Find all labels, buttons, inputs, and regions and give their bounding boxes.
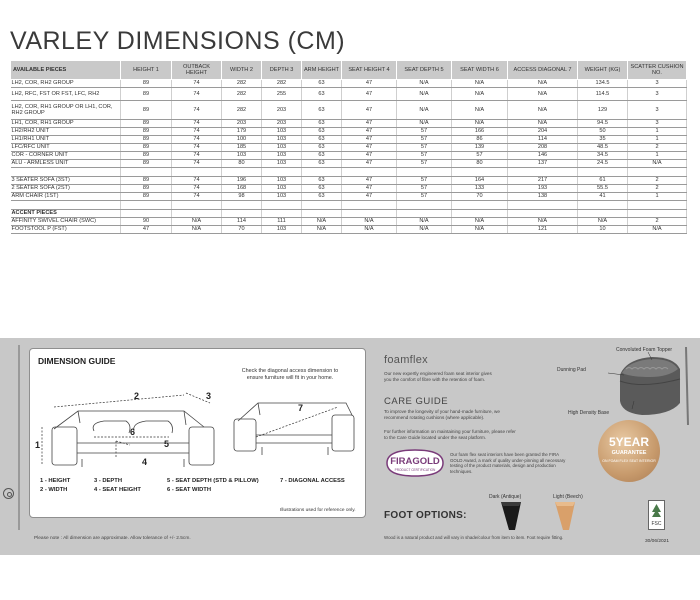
piece-name-cell: COR - CORNER UNIT (11, 152, 121, 160)
table-cell (628, 201, 687, 210)
table-cell: N/A (397, 80, 452, 88)
table-cell (121, 201, 172, 210)
column-header: OUTBACK HEIGHT (172, 61, 222, 80)
table-cell: 57 (397, 160, 452, 168)
table-cell: 1 (628, 193, 687, 201)
piece-name-cell: LH1/RH1 UNIT (11, 136, 121, 144)
foamflex-logo: foamflex (384, 354, 428, 366)
table-cell (222, 168, 262, 177)
table-cell: 2 (628, 185, 687, 193)
legend-seat-depth: 5 - SEAT DEPTH (STD & PILLOW) (167, 478, 259, 484)
diagonal-note: Check the diagonal access dimension to ensure furniture will fit in your home. (241, 368, 339, 381)
table-cell: N/A (452, 80, 508, 88)
table-cell: 89 (121, 152, 172, 160)
piece-name-cell: ARM CHAIR (1ST) (11, 193, 121, 201)
table-cell: 63 (302, 177, 342, 185)
table-cell: 35 (578, 136, 628, 144)
table-cell: 47 (342, 88, 397, 101)
dim-number-3: 3 (206, 391, 212, 401)
table-cell: N/A (508, 88, 578, 101)
table-cell: 114.5 (578, 88, 628, 101)
table-cell (628, 168, 687, 177)
table-cell: 74 (172, 160, 222, 168)
table-cell: 103 (262, 193, 302, 201)
table-cell: N/A (508, 218, 578, 226)
table-cell: 47 (342, 160, 397, 168)
table-cell: 103 (262, 144, 302, 152)
table-cell: 103 (262, 177, 302, 185)
table-cell: 61 (578, 177, 628, 185)
table-cell: 89 (121, 88, 172, 101)
table-cell: N/A (452, 120, 508, 128)
table-cell: N/A (452, 88, 508, 101)
table-cell: N/A (397, 226, 452, 234)
table-cell: 89 (121, 128, 172, 136)
table-cell: 1 (628, 152, 687, 160)
table-cell: 282 (222, 80, 262, 88)
table-cell: 1 (628, 136, 687, 144)
column-header: WIDTH 2 (222, 61, 262, 80)
table-cell: 100 (222, 136, 262, 144)
table-cell: 129 (578, 101, 628, 120)
cushion-label-base: High Density Base (568, 410, 610, 416)
badge-sub: ON FOAM FLEX SEAT INTERIOR (602, 459, 656, 463)
table-cell: 63 (302, 88, 342, 101)
guarantee-badge (598, 420, 660, 482)
illustrations-note: Illustrations used for reference only. (280, 508, 356, 513)
table-cell: 103 (262, 226, 302, 234)
page-title: VARLEY DIMENSIONS (CM) (10, 27, 346, 55)
care-guide-text: To improve the longevity of your hand-made furniture, we recommend rotating cushions (where applicable). (384, 409, 500, 420)
column-header: SCATTER CUSHION NO. (628, 61, 687, 80)
table-cell: 47 (342, 152, 397, 160)
spacer-row (11, 168, 687, 177)
table-cell: 3 (628, 80, 687, 88)
table-cell: 10 (578, 226, 628, 234)
table-cell: 70 (452, 193, 508, 201)
table-cell (508, 201, 578, 210)
table-cell (397, 210, 452, 218)
wood-note: Wood is a natural product and will vary in shade/colour from item to item. Foot require fitting. (384, 535, 564, 540)
table-cell: 80 (452, 160, 508, 168)
table-cell: 111 (262, 218, 302, 226)
table-cell: 47 (342, 136, 397, 144)
table-cell: 47 (342, 193, 397, 201)
fira-gold-logo (384, 448, 446, 478)
table-cell (342, 168, 397, 177)
table-cell: 89 (121, 177, 172, 185)
table-cell: 57 (397, 144, 452, 152)
piece-name-cell: LFC/RFC UNIT (11, 144, 121, 152)
table-cell: N/A (397, 88, 452, 101)
fira-logo-text: FIRAGOLD (390, 456, 440, 467)
table-cell: 57 (397, 177, 452, 185)
table-cell: 74 (172, 136, 222, 144)
legend-height: 1 - HEIGHT (40, 478, 71, 484)
foot-options-title: FOOT OPTIONS: (384, 510, 467, 521)
table-cell: 74 (172, 193, 222, 201)
table-cell: 103 (262, 185, 302, 193)
table-cell: 255 (262, 88, 302, 101)
table-cell (508, 210, 578, 218)
dim-number-5: 5 (164, 439, 170, 449)
table-cell: 193 (508, 185, 578, 193)
table-cell: 74 (172, 88, 222, 101)
table-cell: 103 (262, 136, 302, 144)
table-cell: N/A (452, 226, 508, 234)
table-cell: 63 (302, 152, 342, 160)
table-cell: 47 (342, 177, 397, 185)
table-cell: 70 (222, 226, 262, 234)
zip-rail (18, 345, 20, 530)
table-cell: 74 (172, 80, 222, 88)
column-header: HEIGHT 1 (121, 61, 172, 80)
legend-seat-width: 6 - SEAT WIDTH (167, 487, 212, 493)
dark-foot-icon (497, 500, 525, 532)
column-header: WEIGHT (KG) (578, 61, 628, 80)
table-cell: 89 (121, 80, 172, 88)
column-header: ACCESS DIAGONAL 7 (508, 61, 578, 80)
table-row (11, 226, 687, 234)
table-cell: 63 (302, 101, 342, 120)
table-cell: 203 (222, 120, 262, 128)
table-cell (397, 201, 452, 210)
table-cell: 63 (302, 136, 342, 144)
dim-number-6: 6 (130, 427, 136, 437)
fsc-date: 30/06/2021 (645, 539, 670, 544)
table-cell: 217 (508, 177, 578, 185)
table-cell (302, 168, 342, 177)
table-cell: 208 (508, 144, 578, 152)
table-cell: 90 (121, 218, 172, 226)
table-cell (121, 168, 172, 177)
table-row (11, 177, 687, 185)
table-cell: 196 (222, 177, 262, 185)
table-cell: N/A (452, 218, 508, 226)
table-cell: 47 (342, 185, 397, 193)
table-cell: N/A (508, 120, 578, 128)
table-cell: N/A (342, 218, 397, 226)
table-cell: N/A (302, 218, 342, 226)
table-row (11, 136, 687, 144)
table-cell: N/A (397, 218, 452, 226)
table-cell: N/A (172, 226, 222, 234)
table-cell (452, 168, 508, 177)
table-row (11, 128, 687, 136)
table-cell: 41 (578, 193, 628, 201)
cushion-label-topper: Convoluted Foam Topper (616, 347, 673, 353)
table-cell: 57 (397, 128, 452, 136)
piece-name-cell: ALU - ARMLESS UNIT (11, 160, 121, 168)
table-row (11, 88, 687, 101)
table-cell: 121 (508, 226, 578, 234)
dim-number-4: 4 (142, 457, 148, 467)
table-cell: 34.5 (578, 152, 628, 160)
table-cell: 47 (342, 101, 397, 120)
table-cell: 3 (628, 101, 687, 120)
accent-heading: ACCENT PIECES (11, 210, 121, 218)
table-cell (628, 210, 687, 218)
fsc-label: FSC (651, 521, 662, 527)
table-cell: 74 (172, 120, 222, 128)
table-cell: 203 (262, 101, 302, 120)
table-cell: 133 (452, 185, 508, 193)
piece-name-cell: LH1, COR, RH1 GROUP (11, 120, 121, 128)
table-cell (172, 201, 222, 210)
table-cell: 63 (302, 185, 342, 193)
ring-icon (3, 488, 14, 499)
column-header: AVAILABLE PIECES (11, 61, 121, 80)
table-cell (578, 168, 628, 177)
column-header: ARM HEIGHT (302, 61, 342, 80)
table-cell: 98 (222, 193, 262, 201)
table-cell: 89 (121, 193, 172, 201)
table-cell: 103 (262, 152, 302, 160)
table-cell: N/A (628, 160, 687, 168)
table-cell: 114 (222, 218, 262, 226)
table-cell: 74 (172, 177, 222, 185)
table-cell: N/A (508, 101, 578, 120)
table-cell: 63 (302, 80, 342, 88)
table-cell: 89 (121, 160, 172, 168)
table-cell (262, 210, 302, 218)
table-row (11, 193, 687, 201)
column-header: SEAT HEIGHT 4 (342, 61, 397, 80)
table-cell: 89 (121, 185, 172, 193)
table-cell: 3 (628, 120, 687, 128)
badge-guarantee: GUARANTEE (611, 450, 647, 456)
table-cell: 47 (342, 128, 397, 136)
foamflex-text: Our new expertly engineered foam seat interior gives you the comfort of fibre with the retention of foam. (384, 371, 492, 382)
column-header: SEAT DEPTH 5 (397, 61, 452, 80)
table-cell: 103 (222, 152, 262, 160)
table-cell: 103 (262, 160, 302, 168)
table-cell: 50 (578, 128, 628, 136)
table-cell (342, 210, 397, 218)
table-cell (222, 201, 262, 210)
foot-light-label: Light (Beech) (553, 494, 583, 500)
table-cell: 47 (342, 144, 397, 152)
piece-name-cell: FOOTSTOOL P (FST) (11, 226, 121, 234)
dim-number-7: 7 (298, 403, 304, 413)
table-cell: 57 (397, 152, 452, 160)
table-cell: 166 (452, 128, 508, 136)
table-cell: 89 (121, 120, 172, 128)
table-cell: 3 (628, 88, 687, 101)
table-row (11, 144, 687, 152)
table-cell: 89 (121, 144, 172, 152)
table-cell (172, 210, 222, 218)
table-cell: 138 (508, 193, 578, 201)
piece-name-cell: LH2, COR, RH2 GROUP (11, 80, 121, 88)
table-cell: 2 (628, 177, 687, 185)
table-cell: 63 (302, 128, 342, 136)
table-cell: N/A (508, 80, 578, 88)
legend-diagonal: 7 - DIAGONAL ACCESS (280, 478, 345, 484)
fsc-logo (648, 500, 665, 530)
sofa-diagram-icon (34, 371, 224, 476)
table-cell: 282 (222, 101, 262, 120)
piece-name-cell: AFFINITY SWIVEL CHAIR (SWC) (11, 218, 121, 226)
table-cell: 57 (397, 185, 452, 193)
table-cell: 168 (222, 185, 262, 193)
badge-years: 5YEAR (608, 435, 649, 449)
table-cell (342, 201, 397, 210)
column-header: DEPTH 3 (262, 61, 302, 80)
table-cell: 74 (172, 185, 222, 193)
table-cell: 63 (302, 160, 342, 168)
table-cell (11, 168, 121, 177)
table-cell (397, 168, 452, 177)
legend-seat-height: 4 - SEAT HEIGHT (94, 487, 141, 493)
table-cell (262, 168, 302, 177)
table-cell: 2 (628, 218, 687, 226)
table-cell: 2 (628, 144, 687, 152)
legend-depth: 3 - DEPTH (94, 478, 123, 484)
table-cell (508, 168, 578, 177)
table-cell (302, 210, 342, 218)
piece-name-cell: LH2, RFC, FST OR FST, LFC, RH2 (11, 88, 121, 101)
table-cell (222, 210, 262, 218)
sofa-diagonal-diagram-icon (228, 391, 358, 471)
table-cell: 74 (172, 128, 222, 136)
table-row (11, 101, 687, 120)
table-cell: 137 (508, 160, 578, 168)
fira-text: Our foam flex seat interiors have been granted the FIRA GOLD Award, a mark of quality under-pinning all necessary testing of the product materials, design and production techniques. (450, 452, 566, 474)
table-cell: 203 (262, 120, 302, 128)
dim-number-1: 1 (35, 440, 41, 450)
table-cell: 47 (342, 80, 397, 88)
accent-heading-row (11, 210, 687, 218)
table-cell: 74 (172, 152, 222, 160)
piece-name-cell: 2 SEATER SOFA (2ST) (11, 185, 121, 193)
care-guide-text-2: For further information on maintaining your furniture, please refer to the Care Guide located under the seat platform. (384, 429, 516, 440)
table-header-row (11, 61, 687, 80)
table-cell: N/A (397, 101, 452, 120)
tolerance-note: Please note : All dimension are approximate. Allow tolerance of +/- 2.5cm. (34, 536, 191, 541)
care-guide-title: CARE GUIDE (384, 396, 449, 407)
table-cell: 89 (121, 136, 172, 144)
legend-width: 2 - WIDTH (40, 487, 68, 493)
table-row (11, 218, 687, 226)
foot-dark-label: Dark (Antique) (489, 494, 522, 500)
table-cell: 63 (302, 120, 342, 128)
table-cell: 282 (262, 80, 302, 88)
table-cell (11, 201, 121, 210)
table-row (11, 160, 687, 168)
spacer-row (11, 201, 687, 210)
table-cell: 57 (397, 136, 452, 144)
table-row (11, 120, 687, 128)
table-cell: 114 (508, 136, 578, 144)
dimension-guide (29, 348, 366, 518)
table-cell (262, 201, 302, 210)
piece-name-cell: 3 SEATER SOFA (3ST) (11, 177, 121, 185)
column-header: SEAT WIDTH 6 (452, 61, 508, 80)
table-cell: N/A (628, 226, 687, 234)
table-cell: N/A (172, 218, 222, 226)
table-cell: 282 (222, 88, 262, 101)
dim-number-2: 2 (134, 391, 140, 401)
table-cell (452, 210, 508, 218)
fira-sub-text: PRODUCT CERTIFICATION (394, 468, 436, 472)
dimensions-table (10, 60, 687, 234)
table-cell: 80 (222, 160, 262, 168)
table-cell: 1 (628, 128, 687, 136)
light-foot-icon (551, 500, 579, 532)
table-cell (172, 168, 222, 177)
table-cell: 47 (121, 226, 172, 234)
table-cell: 89 (121, 101, 172, 120)
table-cell: 57 (452, 152, 508, 160)
table-cell: 63 (302, 144, 342, 152)
table-cell: 55.5 (578, 185, 628, 193)
table-row (11, 80, 687, 88)
table-cell: 146 (508, 152, 578, 160)
table-cell: 134.5 (578, 80, 628, 88)
table-cell (302, 201, 342, 210)
table-row (11, 185, 687, 193)
table-cell: N/A (397, 120, 452, 128)
table-cell (452, 201, 508, 210)
table-cell: 185 (222, 144, 262, 152)
cushion-label-dunning: Dunning Pad (557, 367, 586, 373)
table-cell (121, 210, 172, 218)
table-cell: N/A (342, 226, 397, 234)
table-cell: 164 (452, 177, 508, 185)
table-cell: 103 (262, 128, 302, 136)
table-cell: 94.5 (578, 120, 628, 128)
guide-title: DIMENSION GUIDE (38, 356, 116, 366)
table-cell: 139 (452, 144, 508, 152)
table-cell: 47 (342, 120, 397, 128)
table-cell: 24.5 (578, 160, 628, 168)
table-cell: N/A (302, 226, 342, 234)
table-cell: N/A (452, 101, 508, 120)
table-cell: 57 (397, 193, 452, 201)
table-cell: 48.5 (578, 144, 628, 152)
table-row (11, 152, 687, 160)
table-cell (578, 201, 628, 210)
table-cell: 63 (302, 193, 342, 201)
table-cell: 74 (172, 101, 222, 120)
piece-name-cell: LH2, COR, RH1 GROUP OR LH1, COR, RH2 GROUP (11, 101, 121, 120)
table-cell: N/A (578, 218, 628, 226)
tree-icon (649, 501, 664, 529)
table-cell: 204 (508, 128, 578, 136)
table-cell (578, 210, 628, 218)
table-cell: 86 (452, 136, 508, 144)
piece-name-cell: LH2/RH2 UNIT (11, 128, 121, 136)
table-cell: 179 (222, 128, 262, 136)
table-cell: 74 (172, 144, 222, 152)
